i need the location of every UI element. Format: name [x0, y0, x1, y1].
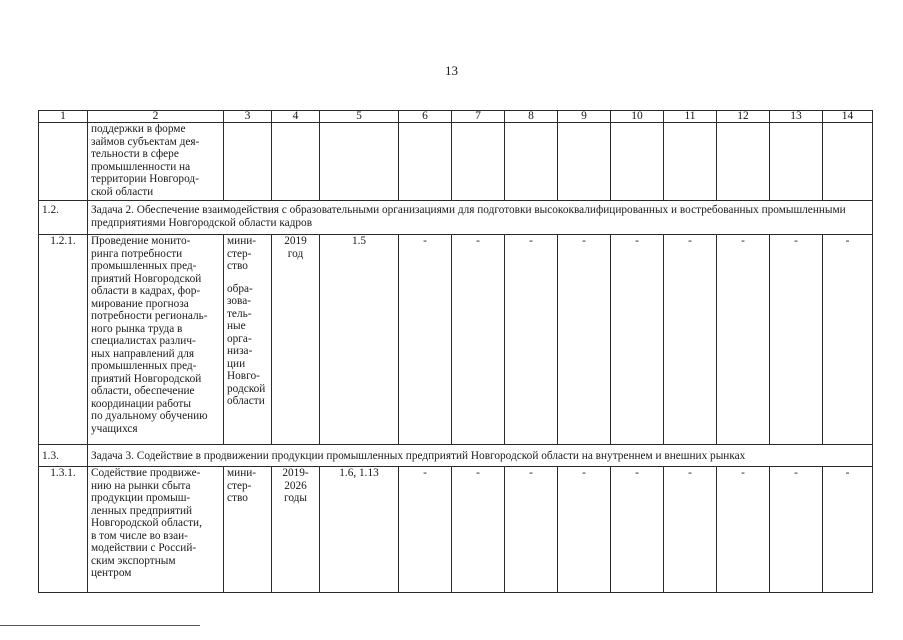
text-line: годы: [283, 492, 307, 504]
text-line: по дуальному обучению: [91, 410, 208, 422]
dash-cell: -: [399, 467, 452, 593]
row-number-cell: [39, 123, 88, 201]
dash-cell: -: [664, 467, 717, 593]
text-line: области в кадрах, фор-: [91, 285, 201, 297]
col-header: 10: [611, 111, 664, 123]
text-line: ции: [227, 357, 246, 370]
description-cell: [88, 235, 224, 445]
indicator-cell: 1.5: [320, 235, 399, 445]
dash-cell: -: [558, 467, 611, 593]
col-header: 7: [452, 111, 505, 123]
text-line: территории Новгород-: [91, 173, 199, 185]
text-line: промышленных пред-: [91, 360, 197, 372]
col-header: 3: [224, 111, 272, 123]
empty-cell: [664, 123, 717, 201]
executor-cell: [224, 467, 272, 593]
year-cell: [272, 467, 320, 593]
description-cell: [88, 123, 224, 201]
text-line: в том числе во взаи-: [91, 529, 188, 542]
col-header: 9: [558, 111, 611, 123]
empty-cell: [452, 123, 505, 201]
text-line: ство: [227, 260, 248, 272]
col-header: 6: [399, 111, 452, 123]
text-line: орга-: [227, 332, 252, 345]
header-row: [39, 111, 873, 123]
dash-cell: -: [611, 235, 664, 445]
text-line: поддержки в форме: [91, 123, 186, 135]
text-line: области, обеспечение: [91, 385, 195, 397]
task-row: [39, 445, 873, 467]
text-line: ринга потребности: [91, 247, 183, 260]
text-line: центром: [91, 567, 132, 579]
text-line: промышленных пред-: [91, 260, 197, 272]
text-line: учащихся: [91, 422, 138, 435]
text-line: зова-: [227, 295, 252, 307]
text-line: области: [227, 395, 265, 407]
text-line: Новго-: [227, 370, 260, 382]
empty-cell: [558, 123, 611, 201]
text-line: приятий Новгородской: [91, 372, 202, 385]
text-line: мини-: [227, 467, 257, 479]
text-line: ных направлений для: [91, 347, 195, 360]
text-line: ленных предприятий: [91, 504, 193, 517]
dash-cell: -: [505, 235, 558, 445]
dash-cell: -: [717, 235, 770, 445]
dash-cell: -: [611, 467, 664, 593]
empty-cell: [399, 123, 452, 201]
text-line: низа-: [227, 345, 253, 357]
dash-cell: -: [399, 235, 452, 445]
text-line: ским экспортным: [91, 554, 176, 567]
text-line: 2026: [284, 479, 307, 492]
dash-cell: -: [452, 235, 505, 445]
text-line: потребности региональ-: [91, 310, 208, 322]
col-header: 4: [272, 111, 320, 123]
dash-cell: -: [664, 235, 717, 445]
text-line: стер-: [227, 247, 252, 260]
dash-cell: -: [823, 467, 873, 593]
dash-cell: -: [558, 235, 611, 445]
text-line: займов субъектам дея-: [91, 135, 200, 148]
empty-cell: [224, 123, 272, 201]
text-line: Проведение монито-: [91, 235, 191, 247]
text-line: ные: [227, 320, 246, 332]
task-number: 1.3.: [39, 445, 88, 467]
empty-cell: [717, 123, 770, 201]
text-line: модействии с Россий-: [91, 542, 197, 554]
text-line: тельности в сфере: [91, 148, 179, 160]
col-header: 5: [320, 111, 399, 123]
text-line: продукции промыш-: [91, 492, 191, 504]
text-line: тель-: [227, 307, 252, 320]
text-line: нию на рынки сбыта: [91, 479, 191, 492]
text-line: ного рынка труда в: [91, 322, 183, 335]
table-row: [39, 235, 873, 445]
row-number: 1.2.1.: [39, 235, 88, 445]
empty-cell: [823, 123, 873, 201]
text-line: мирование прогноза: [91, 297, 189, 310]
text-line: ской области: [91, 185, 154, 198]
col-header: 11: [664, 111, 717, 123]
text-line: координации работы: [91, 397, 191, 410]
col-header: 14: [823, 111, 873, 123]
dash-cell: -: [823, 235, 873, 445]
col-header: 2: [88, 111, 224, 123]
text-line: Содействие продвиже-: [91, 467, 201, 479]
empty-cell: [611, 123, 664, 201]
page-number: 13: [445, 63, 458, 78]
footer-rule: [0, 625, 200, 626]
text-line: промышленности на: [91, 160, 191, 173]
year-cell: [272, 235, 320, 445]
task-text: Задача 2. Обеспечение взаимодействия с образовательными организациями для подготовки высококвалифицированных и востребованных промышленными предприятиями Новгородской области кадров: [88, 201, 873, 235]
dash-cell: -: [717, 467, 770, 593]
text-line: год: [287, 247, 304, 260]
program-table: [38, 110, 873, 593]
col-header: 13: [770, 111, 823, 123]
dash-cell: -: [505, 467, 558, 593]
indicator-cell: 1.6, 1.13: [320, 467, 399, 593]
table-row-continuation: [39, 123, 873, 201]
empty-cell: [505, 123, 558, 201]
text-line: 2019: [284, 235, 307, 247]
task-number: 1.2.: [39, 201, 88, 235]
task-row: [39, 201, 873, 235]
text-line: обра-: [227, 282, 253, 295]
text-line: стер-: [227, 479, 252, 492]
text-line: ство: [227, 492, 248, 504]
text-line: приятий Новгородской: [91, 272, 202, 285]
col-header: 12: [717, 111, 770, 123]
empty-cell: [272, 123, 320, 201]
dash-cell: -: [770, 235, 823, 445]
task-text: Задача 3. Содействие в продвижении продукции промышленных предприятий Новгородской области на внутреннем и внешних рынках: [88, 445, 873, 467]
executor-cell: [224, 235, 272, 445]
text-line: Новгородской области,: [91, 517, 202, 529]
col-header: 8: [505, 111, 558, 123]
empty-cell: [770, 123, 823, 201]
dash-cell: -: [452, 467, 505, 593]
empty-cell: [320, 123, 399, 201]
table-row: [39, 467, 873, 593]
row-number: 1.3.1.: [39, 467, 88, 593]
text-line: специалистах различ-: [91, 335, 196, 347]
text-line: 2019-: [282, 467, 309, 479]
dash-cell: -: [770, 467, 823, 593]
description-cell: [88, 467, 224, 593]
col-header: 1: [39, 111, 88, 123]
text-line: мини-: [227, 235, 257, 247]
text-line: родской: [227, 382, 266, 395]
